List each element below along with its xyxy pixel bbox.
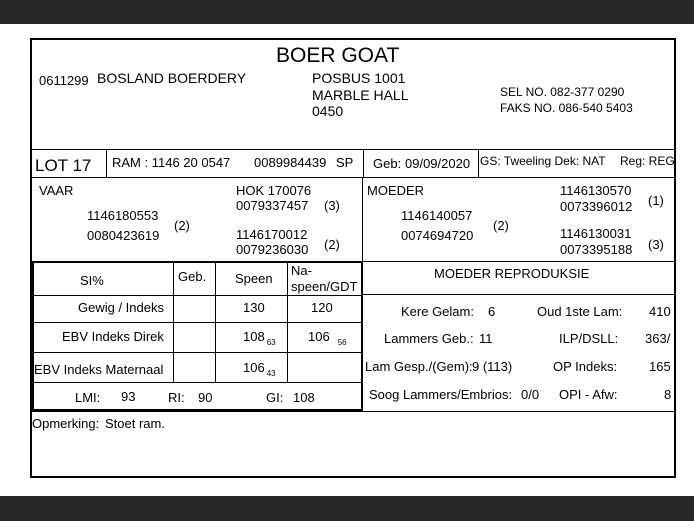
- sire-dam-count: (2): [324, 237, 340, 252]
- sire-label: VAAR: [39, 183, 74, 198]
- reproduction-title: MOEDER REPRODUKSIE: [434, 266, 590, 281]
- gi-value: 108: [293, 390, 315, 405]
- col-header-weaning: Speen: [235, 271, 273, 286]
- times-lambed-label: Kere Gelam:: [401, 304, 474, 319]
- address-line-1: POSBUS 1001: [312, 70, 406, 86]
- lot-number: LOT 17: [35, 156, 92, 175]
- remark-label: Opmerking:: [32, 416, 100, 431]
- divider: [362, 294, 674, 295]
- opi-deviation-label: OPI - Afw:: [559, 387, 618, 402]
- post-weaning-value: 106 $_{56}$: [308, 329, 347, 347]
- lmi-value: 93: [121, 389, 136, 404]
- suckled-lambs-label: Soog Lammers/Embrios:: [369, 387, 513, 402]
- ilp-value: 363/: [645, 331, 671, 346]
- age-first-lamb-label: Oud 1ste Lam:: [537, 304, 623, 319]
- dam-label: MOEDER: [367, 183, 425, 198]
- sire-dam-id-2: 0079236030: [236, 242, 309, 257]
- lambs-weaned-label: Lam Gesp./(Gem):: [365, 359, 473, 374]
- col-header-post-weaning: Na-: [291, 263, 312, 278]
- card-title: BOER GOAT: [276, 44, 400, 67]
- seller-name: BOSLAND BOERDERY: [97, 70, 247, 86]
- divider: [34, 295, 361, 296]
- dam-id-1: 1146140057: [401, 208, 473, 223]
- lot-card: [30, 38, 676, 478]
- divider: [32, 149, 674, 150]
- divider: [34, 382, 361, 383]
- remark-text: Stoet ram.: [105, 416, 165, 431]
- phone-number: SEL NO. 082-377 0290: [500, 85, 625, 99]
- dam-id-2: 0074694720: [401, 228, 474, 243]
- fax-number: FAKS NO. 086-540 5403: [500, 101, 633, 115]
- animal-id: 0089984439: [254, 155, 327, 170]
- sire-count: (2): [174, 218, 190, 233]
- post-weaning-value: 120: [311, 300, 333, 315]
- weaning-value: 106 $_{43}$: [243, 360, 276, 378]
- sire-dam-id-1: 1146170012: [236, 227, 308, 242]
- divider: [32, 177, 674, 178]
- divider: [215, 263, 216, 382]
- col-header-birth: Geb.: [178, 269, 207, 284]
- weaning-accuracy: 63: [266, 338, 276, 347]
- divider: [363, 150, 364, 177]
- row-label-ebv-direct: EBV Indeks Direk: [62, 329, 164, 344]
- post-weaning-accuracy: 56: [337, 338, 347, 347]
- seller-code: 0611299: [39, 73, 89, 88]
- row-label-weight-index: Gewig / Indeks: [78, 300, 164, 315]
- op-index-label: OP Indeks:: [553, 359, 618, 374]
- lambs-born-label: Lammers Geb.:: [384, 331, 474, 346]
- top-dark-band: [0, 0, 694, 24]
- birth-date-label: Geb:: [373, 156, 402, 171]
- divider: [106, 150, 107, 177]
- address-line-2: MARBLE HALL: [312, 87, 409, 103]
- divider: [34, 352, 361, 353]
- col-header-si: SI%: [80, 273, 104, 288]
- birth-date: 09/09/2020: [405, 156, 471, 171]
- weaning-value: 130: [243, 300, 265, 315]
- sp-code: SP: [336, 155, 354, 170]
- address-line-3: 0450: [312, 103, 344, 119]
- bottom-dark-band: [0, 496, 694, 521]
- lmi-label: LMI:: [75, 390, 101, 405]
- divider: [478, 150, 479, 177]
- ilp-label: ILP/DSLL:: [559, 331, 619, 346]
- divider: [34, 322, 361, 323]
- row-label-ebv-maternal: EBV Indeks Maternaal: [34, 362, 164, 377]
- lambs-weaned-value: 9 (113): [472, 359, 513, 374]
- op-index-value: 165: [649, 359, 671, 374]
- dam-dam-id-2: 0073395188: [560, 242, 633, 257]
- weaning-accuracy: 43: [266, 369, 276, 378]
- sire-id-1: 1146180553: [87, 208, 159, 223]
- gi-label: GI:: [266, 390, 284, 405]
- ram-id: RAM : 1146 20 0547: [112, 155, 231, 170]
- dam-sire-count: (1): [648, 193, 664, 208]
- si-table: [32, 261, 363, 411]
- sire-sire-count: (3): [324, 198, 340, 213]
- birth-status: GS: Tweeling Dek: NAT: [480, 154, 606, 168]
- dam-dam-count: (3): [648, 237, 664, 252]
- opi-deviation-value: 8: [664, 387, 672, 402]
- dam-dam-id-1: 1146130031: [560, 226, 632, 241]
- weaning-value: 108 $_{63}$: [243, 329, 276, 347]
- divider: [173, 263, 174, 382]
- divider: [32, 411, 674, 412]
- ri-value: 90: [198, 390, 213, 405]
- registration: Reg: REG: [620, 154, 675, 168]
- sire-sire-id: 0079337457: [236, 198, 309, 213]
- col-header-post-weaning: speen/GDT: [291, 279, 358, 294]
- dam-count: (2): [493, 218, 509, 233]
- divider: [362, 261, 674, 262]
- divider: [362, 178, 363, 261]
- lambs-born-value: 11: [479, 331, 493, 346]
- divider: [362, 261, 363, 411]
- ri-label: RI:: [168, 390, 185, 405]
- divider: [287, 263, 288, 382]
- dam-sire-id-1: 1146130570: [560, 183, 632, 198]
- sire-sire-hok: HOK 170076: [236, 183, 312, 198]
- sire-id-2: 0080423619: [87, 228, 160, 243]
- dam-sire-id-2: 0073396012: [560, 199, 633, 214]
- age-first-lamb-value: 410: [649, 304, 671, 319]
- suckled-lambs-value: 0/0: [521, 387, 540, 402]
- times-lambed-value: 6: [488, 304, 496, 319]
